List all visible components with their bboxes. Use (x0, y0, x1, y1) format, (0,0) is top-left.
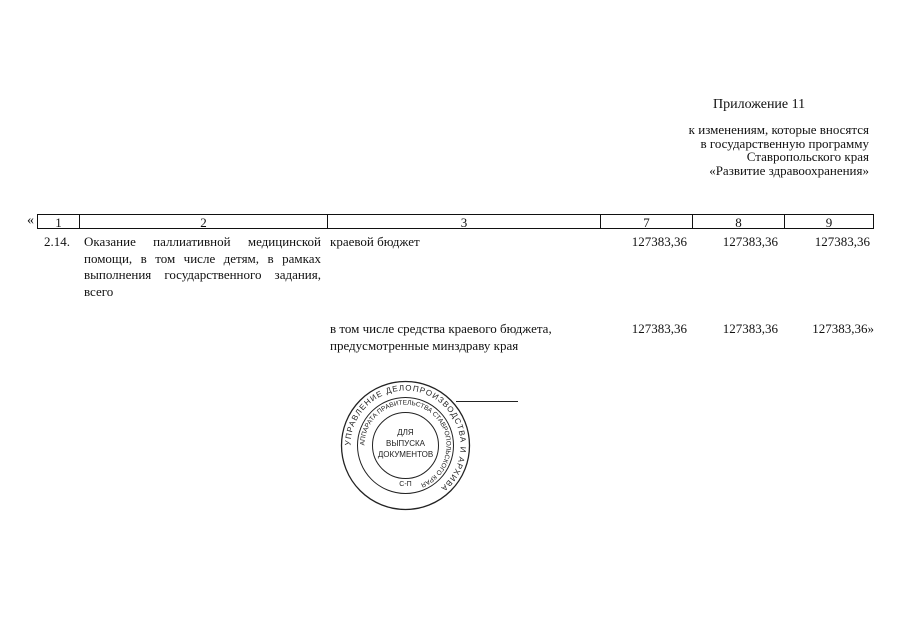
column-header-8: 8 (692, 214, 784, 229)
value-col-9: 127383,36» (812, 321, 874, 336)
appendix-subtitle-line: в государственную программу (700, 135, 869, 151)
value-col-7: 127383,36 (631, 234, 687, 249)
appendix-subtitle-line: «Развитие здравоохранения» (709, 162, 869, 178)
value-col-8: 127383,36 (722, 321, 778, 336)
funding-source: в том числе средства краевого бюджета, предусмотренные минздраву края (330, 321, 552, 353)
stamp-center-line: ВЫПУСКА (385, 439, 426, 448)
official-stamp (338, 378, 473, 513)
row-name: Оказание паллиативной медицинской помощи, в том числе детям, в рамках выполнения государственного задания, всего (84, 234, 321, 299)
column-header-1: 1 (37, 214, 79, 229)
column-header-7: 7 (600, 214, 692, 229)
appendix-subtitle (569, 123, 869, 177)
appendix-title: Приложение 11 (713, 97, 806, 112)
stamp-bottom-mark: С-П (399, 481, 412, 488)
stamp-center-line: ДОКУМЕНТОВ (377, 450, 434, 459)
row-number: 2.14. (44, 234, 70, 249)
column-header-3: 3 (327, 214, 600, 229)
value-col-7: 127383,36 (631, 321, 687, 336)
column-header-2: 2 (79, 214, 327, 229)
stamp-inner-text: АППАРАТА ПРАВИТЕЛЬСТВА СТАВРОПОЛЬСКОГО КРАЯ (359, 399, 452, 489)
table-opening-quote: « (27, 213, 34, 228)
appendix-subtitle-line: Ставропольского края (746, 149, 869, 164)
value-col-8: 127383,36 (722, 234, 778, 249)
appendix-subtitle-line: к изменениям, которые вносятся (688, 122, 869, 137)
stamp-center-line: ДЛЯ (397, 428, 414, 437)
stamp-outer-text: УПРАВЛЕНИЕ ДЕЛОПРОИЗВОДСТВА И АРХИВА (343, 383, 468, 494)
funding-source: краевой бюджет (330, 234, 420, 249)
value-col-9: 127383,36 (814, 234, 870, 249)
column-header-9: 9 (784, 214, 874, 229)
